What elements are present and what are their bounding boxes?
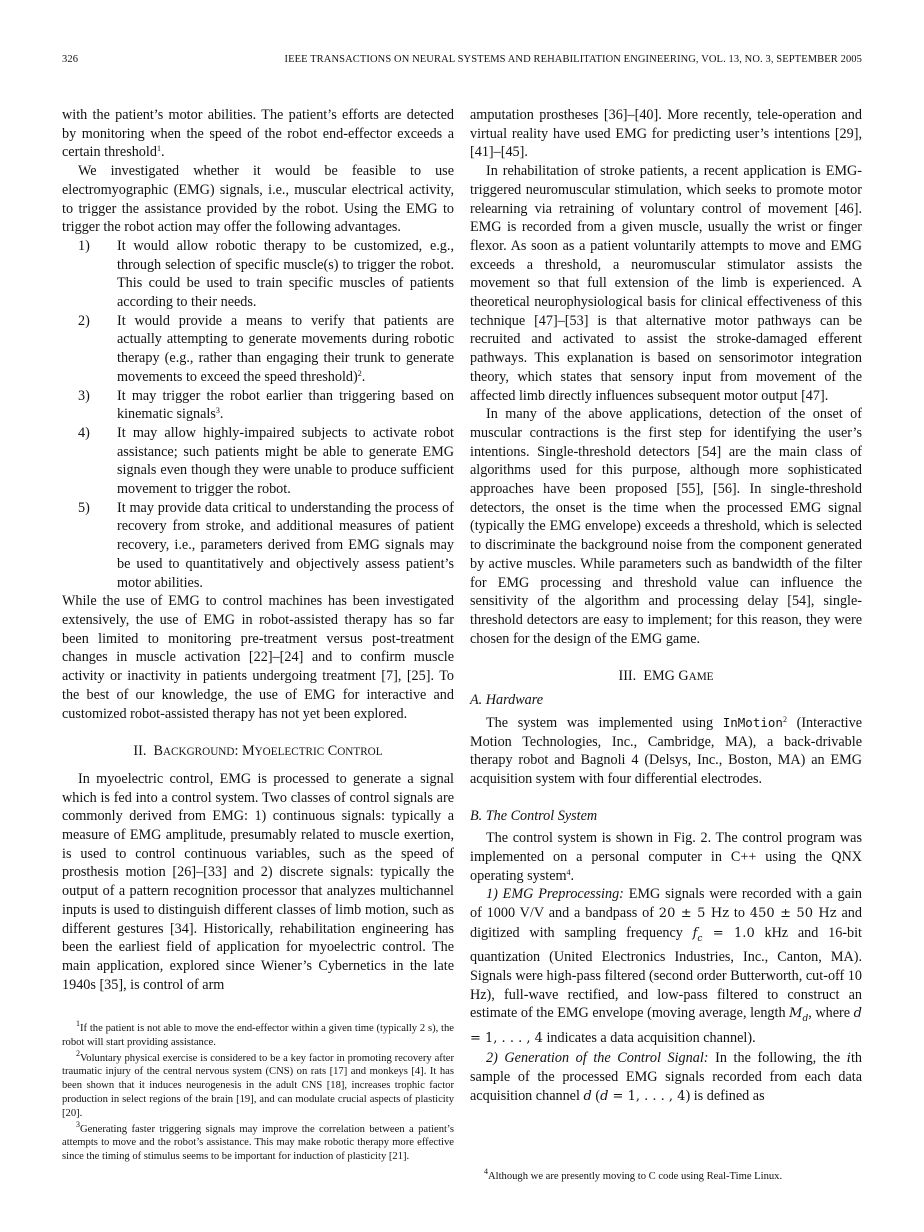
math-unit: Hz <box>705 906 730 922</box>
footnote <box>62 1019 454 1050</box>
footnote-text: Generating faster triggering signals may improve the correlation between a patient’s attempts to move and the robot’s assistance. This may make robotic therapy more effective since the timing of stimulus seems to be important for induction of plasticity [21]. <box>62 1123 454 1163</box>
math-value: = 1, . . . , 4 <box>608 1089 686 1105</box>
list-number: 3) <box>78 387 90 404</box>
paragraph-text: th sample of the processed EMG signals recorded from each data acquisition channel <box>470 1049 862 1105</box>
subsubsection-heading: 2) Generation of the Control Signal: <box>486 1049 709 1066</box>
paragraph <box>470 829 862 885</box>
paragraph: In rehabilitation of stroke patients, a recent application is EMG-triggered neuromuscular stimulation, which seeks to promote motor relearning via retraining of voluntary control of movement [46]. EMG is recorded from a given muscle, usually the wrist or finger flexor. As soon as a patient voluntarily attempts to move and EMG exceeds a threshold, a neuromuscular stimulator assists the movement so that full extension of the limb is experienced. A theoretical neurophysiological basis for clinical effectiveness of this technique [47]–[53] is that alternative motor pathways can be recruited and activated to assist the stroke-damaged efferent pathways. This explanation is based on sensorimotor integration theory, which states that sensory input from movement of the affected limb directly influences subsequent motor output [47]. <box>470 163 862 404</box>
footnote-ref: 3 <box>215 406 220 416</box>
paragraph-text: with the patient’s motor abilities. The patient’s efforts are detected by monitoring when the speed of the robot end-effector exceeds a certain threshold <box>62 107 454 161</box>
list-tail: . <box>361 368 366 385</box>
footnote-text: Although we are presently moving to C code using Real-Time Linux. <box>488 1171 783 1182</box>
math-value: 450 ± 50 <box>749 906 813 922</box>
paragraph-text: kHz and 16-bit quantization (United Electronics Industries, Inc., Canton, MA). Signals were high-pass filtered (second order Butterworth, cut-off 10 Hz), full-wave rectified, and low-pass filtered to construct an estimate of the EMG envelope (moving average, length <box>470 924 862 1022</box>
footnote <box>62 1048 454 1121</box>
page-number: 326 <box>62 54 79 65</box>
section-number: II. <box>133 743 147 760</box>
heading-part: AME <box>688 671 714 684</box>
list-item <box>62 424 454 499</box>
paragraph-text: indicates a data acquisition channel). <box>542 1030 756 1046</box>
list-text: It may provide data critical to understanding the process of recovery from stroke, and additional measures of patient recovery, i.e., parameters derived from EMG signals may be used to quantitatively and objectively assess patient’s motor abilities. <box>117 499 454 591</box>
section-heading-background <box>62 742 454 762</box>
paragraph-text: to <box>729 905 750 922</box>
subsection-heading-control-system: B. The Control System <box>470 807 598 824</box>
list-number: 1) <box>78 237 90 254</box>
heading-part: EMG G <box>643 668 689 685</box>
math-value: = 1, . . . , 4 <box>470 1031 543 1046</box>
paragraph-text: (Interactive Motion Technologies, Inc., Cambridge, MA), a back-drivable therapy robot and Bagnoli 4 (Delsys, Inc., Boston, MA) an EMG acquisition system with four differential electrodes. <box>470 714 862 787</box>
footnote-mark: 1 <box>76 1019 80 1028</box>
page-header <box>62 54 862 70</box>
advantages-list <box>62 237 454 592</box>
math-var: f <box>692 925 698 941</box>
heading-part: C <box>327 743 338 760</box>
math-subscript: d <box>802 1014 809 1025</box>
heading-part: ONTROL <box>337 746 383 759</box>
paragraph-text: EMG signals were recorded with a gain of 1000 V/V and a bandpass of <box>470 886 862 922</box>
footnote <box>62 1119 454 1164</box>
subsubsection-heading: 1) EMG Preprocessing: <box>486 886 624 903</box>
list-item <box>62 312 454 387</box>
list-item <box>62 237 454 312</box>
paragraph-text: The system was implemented using <box>486 714 723 731</box>
list-text: It may allow highly-impaired subjects to activate robot assistance; such patients might be able to generate EMG signals even though they were unable to produce sufficient movement to trigger the robot. <box>117 424 454 498</box>
section-heading-emg-game <box>470 667 862 687</box>
heading-part: YOELECTRIC <box>254 746 325 759</box>
paragraph-text: . <box>570 867 575 884</box>
list-number: 2) <box>78 312 90 329</box>
paragraph-text: ) is defined as <box>685 1088 765 1105</box>
math-var: M <box>789 1006 803 1022</box>
product-name: InMotion <box>722 714 783 730</box>
math-var: i <box>846 1050 851 1066</box>
footnote-text: Voluntary physical exercise is considered to be a key factor in promoting recovery after traumatic injury of the central nervous system (CNS) on rats [17] and monkeys [4]. It has been shown that it induces neurogenesis in the adult CNS [18], increases trophic factor production in select regions of the brain [19], and can modulate crucial aspects of plasticity [20]. <box>62 1052 454 1119</box>
list-text: It would allow robotic therapy to be customized, e.g., through selection of specific muscle(s) to trigger the robot. This could be used to train specific muscles of patients according to their needs. <box>117 237 454 311</box>
paragraph: In myoelectric control, EMG is processed to generate a signal which is fed into a control system. Two classes of control signals are commonly derived from EMG: 1) continuous signals: typically a measure of EMG amplitude, presumably related to muscle exertion, is used to control continuous variables, such as the speed of prosthesis motion [26]–[33] and 2) discrete signals: typically the output of a pattern recognition processor that analyzes multichannel inputs is used to distinguish different classes of limb motion, such as different gestures [34]. Historically, rehabilitation engineering has been the earliest field of application for myoelectric control. The main application, explored since Wiener’s Cybernetics in the late 1940s [35], is control of arm <box>62 770 454 993</box>
math-var: d <box>583 1089 592 1105</box>
paragraph: amputation prostheses [36]–[40]. More recently, tele-operation and virtual reality have used EMG for predicting user’s intentions [29], [41]–[45]. <box>470 107 862 161</box>
math-unit: Hz <box>812 906 837 922</box>
paragraph-text: The control system is shown in Fig. 2. The control program was implemented on a personal computer in C++ using the QNX operating system <box>470 830 862 884</box>
heading-part: B <box>153 743 163 760</box>
footnote-ref: 1 <box>156 144 161 154</box>
footnote-mark: 3 <box>76 1119 80 1129</box>
footnote-right <box>484 1167 864 1184</box>
footnote-ref: 4 <box>566 867 571 877</box>
heading-part: M <box>241 743 255 760</box>
journal-title: IEEE TRANSACTIONS ON NEURAL SYSTEMS AND REHABILITATION ENGINEERING, VOL. 13, NO. 3, SEPTEMBER 2005 <box>284 54 862 65</box>
section-number: III. <box>618 668 637 685</box>
math-var: d <box>600 1089 609 1105</box>
superscript: 2 <box>782 714 787 724</box>
math-value: 20 ± 5 <box>658 906 706 922</box>
list-text: It would provide a means to verify that patients are actually attempting to generate movements during robotic therapy (e.g., rather than engaging their trunk to generate movements to exceed the speed threshold) <box>117 312 454 385</box>
list-item <box>62 387 454 424</box>
paragraph-text: , where <box>808 1005 854 1022</box>
paragraph-text: and digitized with sampling frequency <box>470 905 862 941</box>
math-subscript: c <box>697 933 703 944</box>
footnote-text: If the patient is not able to move the end-effector within a given time (typically 2 s), the robot will start providing assistance. <box>62 1023 454 1048</box>
list-tail: . <box>219 406 224 423</box>
paragraph-text: ( <box>591 1088 601 1105</box>
subsection-heading-hardware: A. Hardware <box>470 692 544 709</box>
footnote-mark: 4 <box>484 1167 488 1176</box>
list-number: 4) <box>78 424 90 441</box>
paragraph: While the use of EMG to control machines has been investigated extensively, the use of EMG in robot-assisted therapy has so far been limited to monitoring pre-treatment versus post-treatment changes in muscle activation [22]–[24] and to confirm muscle activity or inactivity in patients undergoing treatment [7], [25]. To the best of our knowledge, the use of EMG for interactive and customized robot-assisted therapy has not yet been explored. <box>62 593 454 722</box>
right-column <box>470 106 862 1107</box>
paragraph <box>470 1049 862 1107</box>
paragraph: We investigated whether it would be feasible to use electromyographic (EMG) signals, i.e., muscular electrical activity, to trigger the assistance provided by the robot. Using the EMG to trigger the robot action may offer the following advantages. <box>62 163 454 236</box>
list-text: It may trigger the robot earlier than triggering based on kinematic signals <box>117 387 454 423</box>
paragraph <box>470 885 862 1048</box>
left-column <box>62 106 454 994</box>
footnote-ref: 2 <box>357 368 362 378</box>
list-number: 5) <box>78 499 90 516</box>
math-value: = 1.0 <box>702 925 755 941</box>
math-var: d <box>853 1006 862 1022</box>
paragraph-text: In the following, the <box>708 1049 847 1066</box>
paragraph: with the patient’s motor abilities. The patient’s efforts are detected by monitoring when the speed of the robot end-effector exceeds a certain threshold$^1$. <box>62 107 454 161</box>
heading-part: ACKGROUND <box>162 746 235 759</box>
paragraph: In many of the above applications, detection of the onset of muscular contractions is the first step for identifying the user’s intentions. Single-threshold detectors [54] are the main class of algorithms used for this purpose, although more sophisticated approaches have been proposed [55], [56]. In single-threshold detectors, the onset is the time when the processed EMG signal (typically the EMG envelope) exceeds a threshold, which is selected to discriminate the background noise from the component generated by active muscles. While parameters such as bandwidth of the filter for EMG processing and threshold value can influence the sensitivity of the algorithm and processing delay [54], single-threshold detectors are easy to implement; for this reason, they were chosen for the design of the EMG game. <box>470 406 862 647</box>
footnotes-left <box>62 1019 454 1166</box>
heading-part: : <box>234 743 239 760</box>
paragraph <box>470 714 862 789</box>
footnote-mark: 2 <box>76 1048 80 1058</box>
list-item <box>62 499 454 593</box>
